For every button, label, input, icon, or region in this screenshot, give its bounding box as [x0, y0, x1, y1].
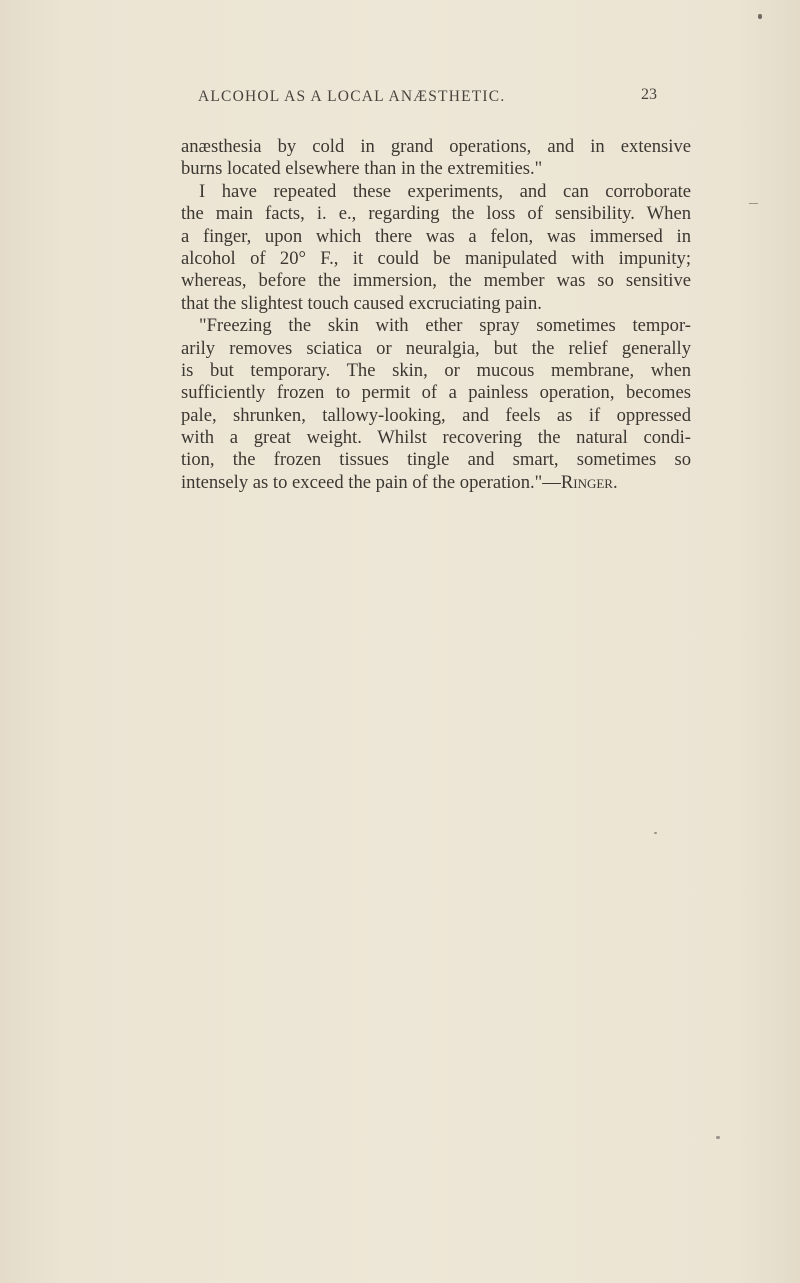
text-line-final — [181, 472, 691, 494]
text-line: I have repeated these experiments, and can corroborate — [199, 180, 691, 202]
text-line: sufficiently frozen to permit of a painless operation, becomes — [181, 382, 691, 404]
text-line: tion, the frozen tissues tingle and smart, sometimes so — [181, 449, 691, 471]
text-line: the main facts, i. e., regarding the loss of sensibility. When — [181, 203, 691, 225]
text-line: whereas, before the immersion, the member was so sensitive — [181, 270, 691, 292]
running-title: ALCOHOL AS A LOCAL ANÆSTHETIC. — [198, 88, 506, 105]
text-line: arily removes sciatica or neuralgia, but the relief generally — [181, 337, 691, 359]
text-line: that the slightest touch caused excruciating pain. — [181, 292, 542, 314]
final-line-text: intensely as to exceed the pain of the operation."— — [181, 471, 561, 493]
margin-speck — [654, 832, 657, 834]
text-line: burns located elsewhere than in the extremities." — [181, 158, 543, 180]
text-line: with a great weight. Whilst recovering the natural condi- — [181, 427, 691, 449]
page-number: 23 — [641, 86, 657, 103]
text-line: anæsthesia by cold in grand operations, and in extensive — [181, 136, 691, 157]
text-line: "Freezing the skin with ether spray sometimes tempor- — [199, 315, 691, 337]
margin-speck — [749, 203, 758, 204]
text-line: a finger, upon which there was a felon, was immersed in — [181, 225, 691, 247]
body-text — [181, 136, 691, 494]
margin-speck — [716, 1136, 720, 1139]
text-line: alcohol of 20° F., it could be manipulated with impunity; — [181, 247, 691, 269]
text-line: pale, shrunken, tallowy-looking, and feels as if oppressed — [181, 404, 691, 426]
margin-speck — [758, 14, 762, 19]
text-line: is but temporary. The skin, or mucous membrane, when — [181, 359, 691, 381]
attribution: Ringer. — [560, 471, 618, 493]
